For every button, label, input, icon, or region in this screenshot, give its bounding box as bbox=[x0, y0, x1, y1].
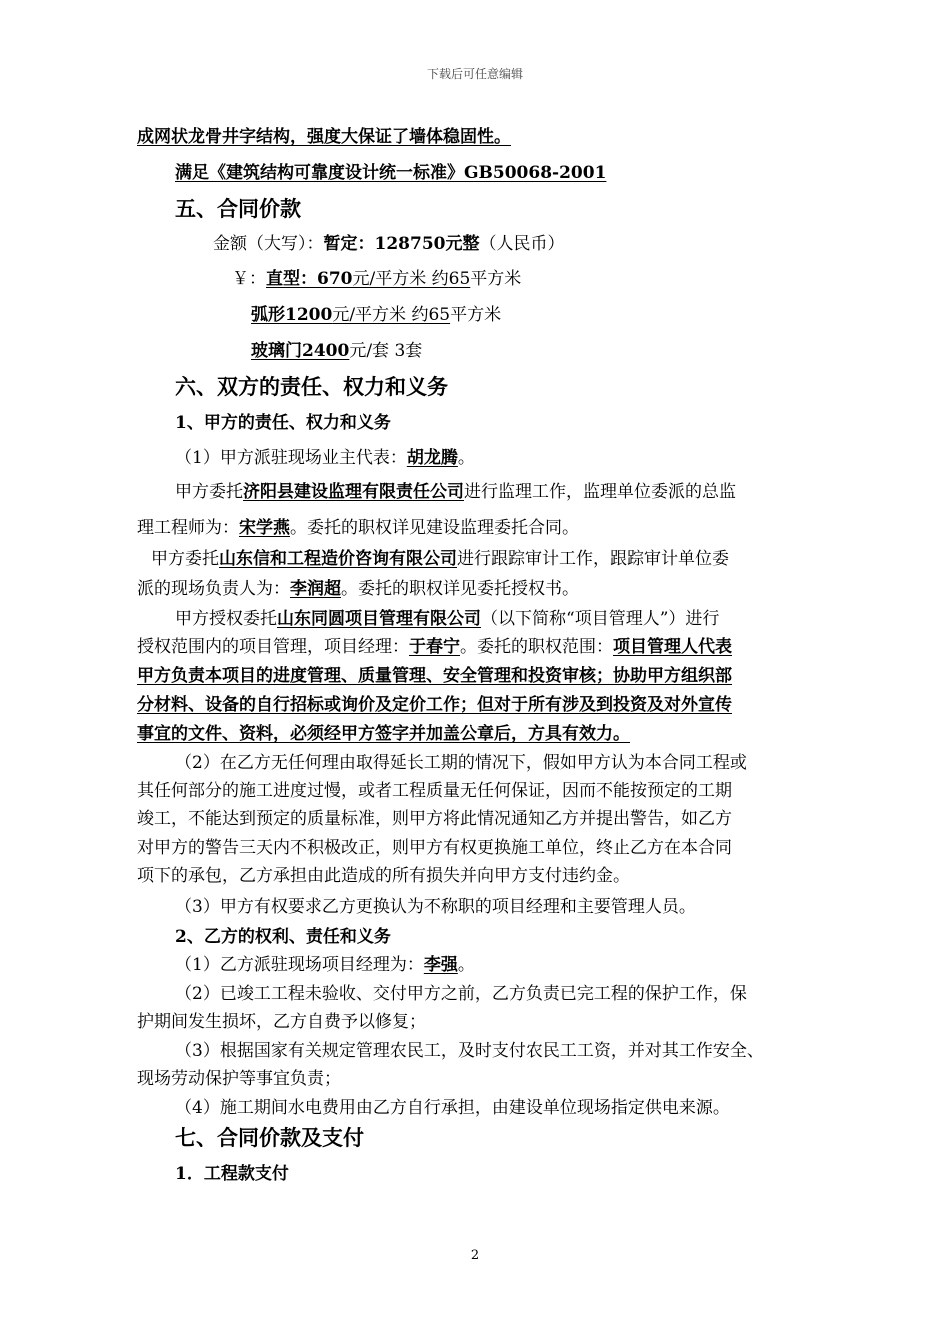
price-line-straight: ￥：直型：670元/平方米 约65平方米 bbox=[232, 269, 522, 289]
section-heading: 七、合同价款及支付 bbox=[175, 1125, 364, 1150]
paragraph-line: 现场劳动保护等事宜负责； bbox=[137, 1069, 341, 1089]
paragraph-line: 甲方授权委托山东同圆项目管理有限公司（以下简称“项目管理人”）进行 bbox=[175, 609, 720, 629]
paragraph-line: 护期间发生损坏，乙方自费予以修复； bbox=[137, 1012, 426, 1032]
paragraph-line: （3）甲方有权要求乙方更换认为不称职的项目经理和主要管理人员。 bbox=[175, 897, 696, 917]
paragraph-line: 甲方委托济阳县建设监理有限责任公司进行监理工作，监理单位委派的总监 bbox=[175, 482, 736, 502]
paragraph-line: （1）乙方派驻现场项目经理为：李强。 bbox=[175, 955, 475, 975]
subsection-heading: 1．工程款支付 bbox=[175, 1164, 289, 1184]
amount-line: 金额（大写）：暂定：128750元整（人民币） bbox=[213, 234, 565, 254]
paragraph-line: 派的现场负责人为：李润超。委托的职权详见委托授权书。 bbox=[137, 579, 579, 599]
subsection-heading: 1、甲方的责任、权力和义务 bbox=[175, 413, 391, 433]
section-heading: 六、双方的责任、权力和义务 bbox=[175, 374, 448, 399]
paragraph-line: 分材料、设备的自行招标或询价及定价工作；但对于所有涉及到投资及对外宣传 bbox=[137, 695, 732, 715]
paragraph-line: （2）已竣工工程未验收、交付甲方之前，乙方负责已完工程的保护工作，保 bbox=[175, 984, 747, 1004]
paragraph-line: 事宜的文件、资料，必须经甲方签字并加盖公章后，方具有效力。 bbox=[137, 724, 630, 744]
paragraph-line: 授权范围内的项目管理，项目经理：于春宁。委托的职权范围：项目管理人代表 bbox=[137, 637, 732, 657]
page-number: 2 bbox=[470, 1248, 480, 1263]
paragraph-line: 理工程师为：宋学燕。委托的职权详见建设监理委托合同。 bbox=[137, 518, 579, 538]
subsection-heading: 2、乙方的权利、责任和义务 bbox=[175, 927, 391, 947]
paragraph-line: （1）甲方派驻现场业主代表：胡龙腾。 bbox=[175, 448, 475, 468]
paragraph-line: 满足《建筑结构可靠度设计统一标准》GB50068-2001 bbox=[175, 163, 607, 183]
paragraph-line: （3）根据国家有关规定管理农民工，及时支付农民工工资，并对其工作安全、 bbox=[175, 1041, 764, 1061]
paragraph-line: 其任何部分的施工进度过慢，或者工程质量无任何保证，因而不能按预定的工期 bbox=[137, 781, 732, 801]
paragraph-line: 成网状龙骨井字结构，强度大保证了墙体稳固性。 bbox=[137, 127, 511, 147]
paragraph-line: （4）施工期间水电费用由乙方自行承担，由建设单位现场指定供电来源。 bbox=[175, 1098, 730, 1118]
paragraph-line: 甲方委托山东信和工程造价咨询有限公司进行跟踪审计工作，跟踪审计单位委 bbox=[151, 549, 729, 569]
paragraph-line: 竣工，不能达到预定的质量标准，则甲方将此情况通知乙方并提出警告，如乙方 bbox=[137, 809, 732, 829]
paragraph-line: 甲方负责本项目的进度管理、质量管理、安全管理和投资审核；协助甲方组织部 bbox=[137, 666, 732, 686]
paragraph-line: 项下的承包，乙方承担由此造成的所有损失并向甲方支付违约金。 bbox=[137, 866, 630, 886]
price-line-glass-door: 玻璃门2400元/套 3套 bbox=[251, 341, 423, 361]
price-line-curved: 弧形1200元/平方米 约65平方米 bbox=[251, 305, 502, 325]
paragraph-line: 对甲方的警告三天内不积极改正，则甲方有权更换施工单位，终止乙方在本合同 bbox=[137, 838, 732, 858]
section-heading: 五、合同价款 bbox=[175, 196, 301, 221]
page-header: 下载后可任意编辑 bbox=[426, 67, 523, 81]
paragraph-line: （2）在乙方无任何理由取得延长工期的情况下，假如甲方认为本合同工程或 bbox=[175, 753, 747, 773]
